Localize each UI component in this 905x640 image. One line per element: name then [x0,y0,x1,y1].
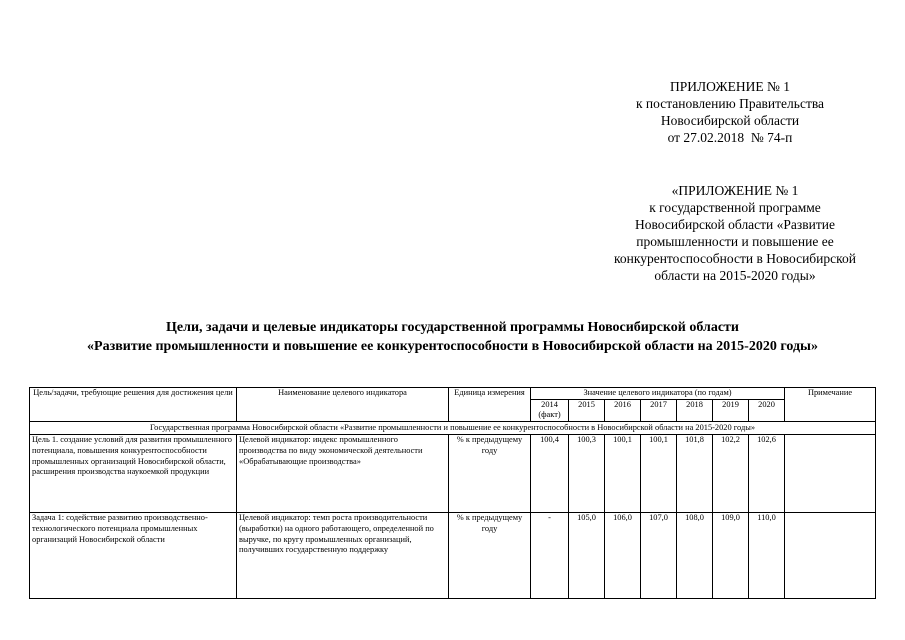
value-cell: 108,0 [677,513,713,599]
unit-cell: % к предыдущему году [449,513,531,599]
value-cell: 110,0 [749,513,785,599]
year-header: 2020 [749,399,785,421]
appendix-line: к государственной программе [649,200,821,215]
goal-cell: Цель 1. создание условий для развития промышленного потенциала, повышения конкурентоспособности промышленных организаций Новосибирской области, расширения производства наукоемкой продукции [30,435,237,513]
value-cell: 100,1 [605,435,641,513]
value-cell: 109,0 [713,513,749,599]
appendix-line: от 27.02.2018 № 74-п [667,130,793,145]
appendix-line: к постановлению Правительства [635,96,825,111]
appendix-line: промышленности и повышение ее [636,234,834,249]
appendix-line: Новосибирской области «Развитие [635,217,835,232]
year-header: 2019 [713,399,749,421]
value-cell: 107,0 [641,513,677,599]
header-indicator: Наименование целевого индикатора [237,388,449,422]
year-header: 2015 [569,399,605,421]
value-cell: 101,8 [677,435,713,513]
note-cell [785,435,876,513]
appendix-line: конкурентоспособности в Новосибирской [614,251,856,266]
program-appendix-header [590,182,880,284]
unit-cell: % к предыдущему году [449,435,531,513]
program-row [30,421,876,435]
value-cell: 100,3 [569,435,605,513]
value-cell: 105,0 [569,513,605,599]
title-line-1: Цели, задачи и целевые индикаторы государственной программы Новосибирской области [166,320,739,335]
program-row-text: Государственная программа Новосибирской области «Развитие промышленности и повышение ее конкурентоспособности в Новосибирской области на 2015-2020 годы» [30,421,876,435]
year-header: 2017 [641,399,677,421]
value-cell: 102,2 [713,435,749,513]
table-row [30,513,876,599]
indicator-cell: Целевой индикатор: темп роста производительности (выработки) на одного работающего, определенной по выручке, по кругу промышленных организаций, получивших государственную поддержку [237,513,449,599]
appendix-line: Новосибирской области [660,113,800,128]
indicator-cell: Целевой индикатор: индекс промышленного производства по виду экономической деятельности «Обрабатывающие производства» [237,435,449,513]
appendix-line: ПРИЛОЖЕНИЕ № 1 [669,79,791,94]
year-header: 2016 [605,399,641,421]
goal-cell: Задача 1: содействие развитию производственно-технологического потенциала промышленных организаций Новосибирской области [30,513,237,599]
appendix-line: области на 2015-2020 годы» [654,268,816,283]
document-title [20,318,885,356]
header-note: Примечание [785,388,876,422]
value-cell: 106,0 [605,513,641,599]
header-values-group: Значение целевого индикатора (по годам) [531,388,785,400]
header-goal: Цель/задачи, требующие решения для достижения цели [30,388,237,422]
table-row [30,435,876,513]
appendix-line: «ПРИЛОЖЕНИЕ № 1 [671,183,799,198]
decree-appendix-header [600,78,860,146]
year-header: 2018 [677,399,713,421]
value-cell: - [531,513,569,599]
header-unit: Единица измерения [449,388,531,422]
year-header: 2014 (факт) [531,399,569,421]
value-cell: 102,6 [749,435,785,513]
note-cell [785,513,876,599]
table-header-row [30,388,876,400]
value-cell: 100,1 [641,435,677,513]
title-line-2: «Развитие промышленности и повышение ее конкурентоспособности в Новосибирской области на 2015-2020 годы» [87,339,818,354]
indicators-table [29,387,876,599]
value-cell: 100,4 [531,435,569,513]
